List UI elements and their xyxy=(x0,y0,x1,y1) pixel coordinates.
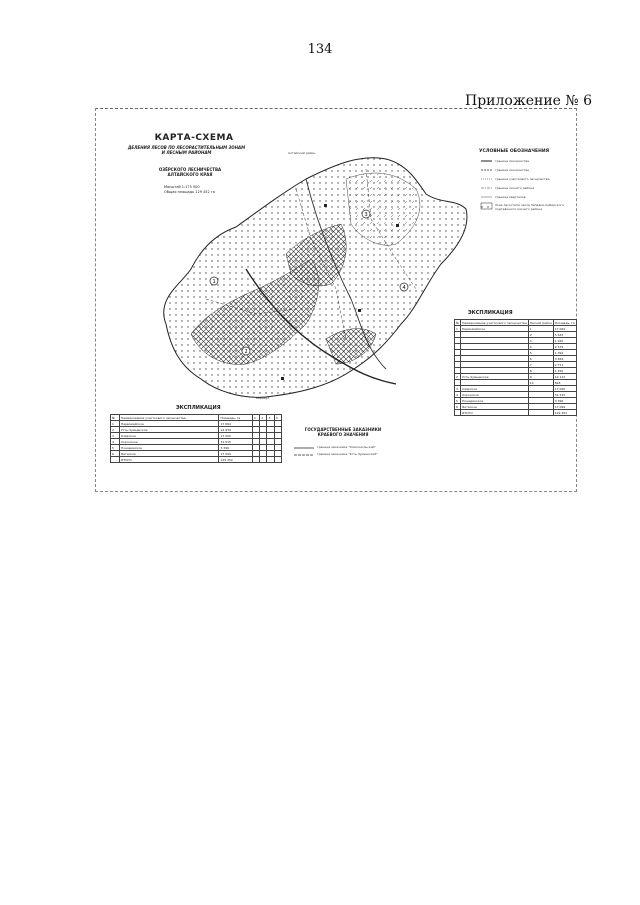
table-cell: 14 112 xyxy=(553,374,576,380)
legend-item: граница участкового лесничества xyxy=(495,177,550,181)
neighbor-label-bottom: Барнаул xyxy=(256,396,270,400)
table-cell xyxy=(253,457,260,463)
table-cell: 3 xyxy=(111,433,120,439)
table-header-cell: 2 xyxy=(260,415,267,421)
table-cell xyxy=(260,457,267,463)
table-cell: 1 xyxy=(111,421,120,427)
table-header-cell: Наименование участкового лесничества xyxy=(120,415,219,421)
table-cell: 129 452 xyxy=(219,457,253,463)
table-cell xyxy=(267,457,274,463)
map-title: КАРТА-СХЕМА xyxy=(154,133,234,143)
table-header-cell: Площадь, га xyxy=(219,415,253,421)
table-cell: 1 xyxy=(528,326,553,332)
legend-title: УСЛОВНЫЕ ОБОЗНАЧЕНИЯ xyxy=(479,149,550,154)
explication-title: ЭКСПЛИКАЦИЯ xyxy=(468,310,513,316)
forestry-name xyxy=(140,167,240,177)
table-cell: 5 xyxy=(528,350,553,356)
table-cell xyxy=(111,457,120,463)
table-cell: Усть-Чумышское xyxy=(461,374,529,380)
legend-item: Зона лесостепи лесов Западно-Сибирского подтаёжного лесного района xyxy=(495,203,564,211)
table-cell: 1 450 xyxy=(553,368,576,374)
table-cell: Первомайское xyxy=(120,421,219,427)
legend-item: граница кварталов xyxy=(495,195,526,199)
table-cell: ИТОГО xyxy=(120,457,219,463)
table-cell: 3 396 xyxy=(553,398,576,404)
map-sheet xyxy=(95,108,577,492)
table-cell: Янтаское xyxy=(120,451,219,457)
table-header-cell: № xyxy=(111,415,120,421)
table-cell: 17 050 xyxy=(553,386,576,392)
table-cell xyxy=(274,457,281,463)
map-subtitle-line: ДЕЛЕНИЯ ЛЕСОВ ПО ЛЕСОРАСТИТЕЛЬНЫМ ЗОНАМ xyxy=(127,145,246,150)
svg-text:2: 2 xyxy=(244,349,248,355)
reserve-item: граница заказника "Комсомольский" xyxy=(317,445,376,449)
table-cell: 2 579 xyxy=(553,344,576,350)
table-cell: 8 xyxy=(528,368,553,374)
table-cell: 5 xyxy=(455,398,461,404)
table-cell: 2 xyxy=(528,332,553,338)
table-cell: 3 654 xyxy=(553,356,576,362)
svg-text:1: 1 xyxy=(212,279,216,285)
table-cell: 3 396 xyxy=(219,445,253,451)
explication-title-left: ЭКСПЛИКАЦИЯ xyxy=(176,405,221,411)
table-cell: Понадинское xyxy=(120,445,219,451)
table-cell: 5 633 xyxy=(553,332,576,338)
table-cell: 3 xyxy=(455,386,461,392)
reserves-title xyxy=(293,427,393,437)
table-header-cell: Наименование участкового лесничества xyxy=(462,320,527,325)
table-cell: 6 xyxy=(455,404,461,410)
table-cell: 5 xyxy=(111,445,120,451)
table-cell: Понадинское xyxy=(461,398,529,404)
table-cell: 14 930 xyxy=(219,427,253,433)
table-cell: 17 064 xyxy=(219,421,253,427)
table-cell: 4 xyxy=(455,392,461,398)
table-cell: 6 xyxy=(528,356,553,362)
table-cell: 3 xyxy=(528,338,553,344)
table-header-cell: 4 xyxy=(274,415,281,421)
scale-line: Масштаб 1:175 000 xyxy=(164,185,200,189)
table-cell: ИТОГО xyxy=(461,410,529,416)
table-cell: 4 xyxy=(111,439,120,445)
table-cell: 1 920 xyxy=(553,338,576,344)
table-cell: 7 xyxy=(528,362,553,368)
table-row xyxy=(111,457,282,463)
map-subtitle xyxy=(114,145,259,155)
table-cell: 10 xyxy=(528,380,553,386)
table-header-cell: 1 xyxy=(253,415,260,421)
reserves-title-line: ГОСУДАРСТВЕННЫЕ ЗАКАЗНИКИ xyxy=(304,427,382,432)
reserves-title-line: КРАЕВОГО ЗНАЧЕНИЯ xyxy=(317,432,369,437)
table-cell: 17 050 xyxy=(219,433,253,439)
table-header-cell: Площадь, га xyxy=(554,320,575,325)
table-cell: 17 099 xyxy=(553,404,576,410)
page-number: 134 xyxy=(307,42,333,57)
table-cell: Хоронское xyxy=(461,392,529,398)
explication-table-left xyxy=(110,414,282,463)
svg-text:4: 4 xyxy=(402,285,406,291)
table-row xyxy=(455,410,577,416)
table-cell: Хоронское xyxy=(120,439,219,445)
table-cell: 2 xyxy=(111,427,120,433)
table-cell: 818 xyxy=(553,380,576,386)
table-cell: 31 515 xyxy=(553,392,576,398)
table-cell: Усть-Чумышское xyxy=(120,427,219,433)
table-cell: 2 771 xyxy=(553,362,576,368)
svg-text:3: 3 xyxy=(364,212,368,218)
table-cell: 17 099 xyxy=(219,451,253,457)
table-cell: 4 xyxy=(528,344,553,350)
table-header-cell: Лесной район xyxy=(529,320,552,325)
table-cell: 6 xyxy=(111,451,120,457)
legend-item: граница лесничества xyxy=(495,159,530,163)
forestry-name-line: АЛТАЙСКОГО КРАЯ xyxy=(167,172,213,177)
appendix-label: Приложение № 6 xyxy=(465,93,592,109)
map-subtitle-line: И ЛЕСНЫМ РАЙОНАМ xyxy=(161,150,212,155)
table-cell: 2 xyxy=(455,374,461,380)
table-header-cell: 3 xyxy=(267,415,274,421)
neighbor-label: Алтайский район xyxy=(288,151,316,155)
table-cell: Озёрское xyxy=(120,433,219,439)
table-cell: 1 xyxy=(455,326,461,332)
table-cell: Янтаское xyxy=(461,404,529,410)
table-cell: 1 392 xyxy=(553,350,576,356)
table-cell: Озёрское xyxy=(461,386,529,392)
table-cell: 129 452 xyxy=(553,410,576,416)
table-cell: Первомайское xyxy=(461,326,529,332)
legend-item: граница лесничества xyxy=(495,168,530,172)
table-cell xyxy=(528,410,553,416)
explication-table-right xyxy=(454,319,577,416)
table-header-cell: № xyxy=(456,320,460,325)
forestry-name-line: ОЗЁРСКОГО ЛЕСНИЧЕСТВА xyxy=(158,167,222,172)
table-cell: 17 064 xyxy=(553,326,576,332)
scale-info xyxy=(164,185,234,195)
table-cell: 9 xyxy=(528,374,553,380)
reserve-item: граница заказника "Усть-Чумышский" xyxy=(317,452,378,456)
area-line: Общая площадь 129 452 га xyxy=(164,190,215,194)
legend-item: граница лесного района xyxy=(495,186,534,190)
table-cell: 31 515 xyxy=(219,439,253,445)
